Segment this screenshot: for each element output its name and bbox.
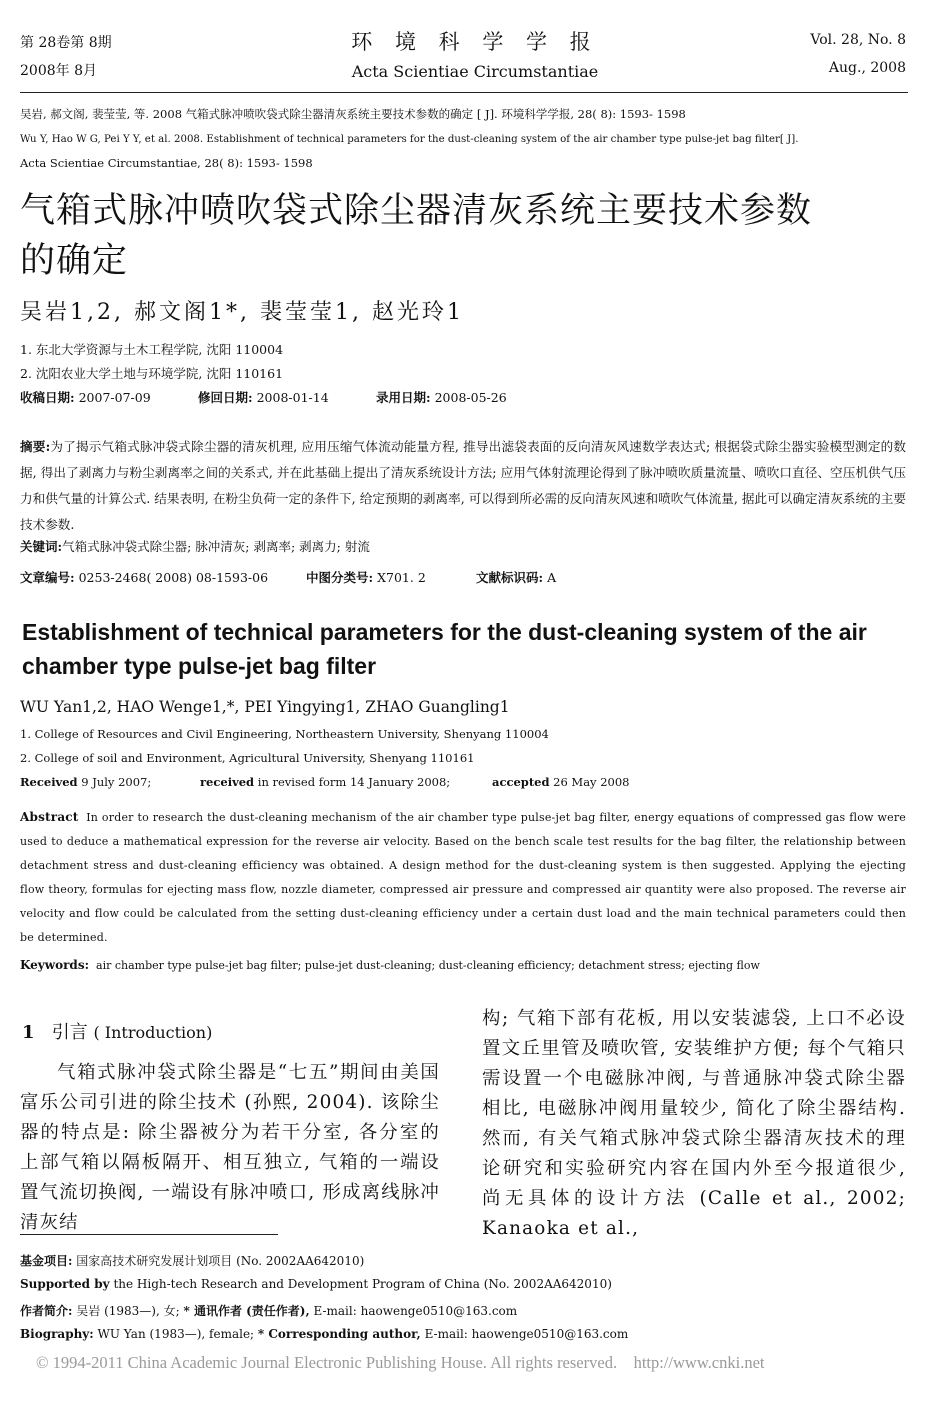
abstract-cn-label: 摘要:	[20, 439, 51, 454]
title-cn-line1: 气箱式脉冲喷吹袋式除尘器清灰系统主要技术参数	[20, 191, 813, 231]
support-label: Supported by	[20, 1277, 110, 1291]
body-right-column: 构; 气箱下部有花板, 用以安装滤袋, 上口不必设置文丘里管及喷吹管, 安装维护方便; 每个气箱只需设置一个电磁脉冲阀, 与普通脉冲袋式除尘器相比, 电磁脉冲阀用量较少, 简化了除尘器结构. 然而, 有关气箱式脉冲袋式除尘器清灰技术的理论研究和实验研究内容在国内外至今报道很少, 尚无具体的设计方法 (Calle et al., 2002; Kanaoka et al.,	[482, 1008, 906, 1239]
bio-en-text: WU Yan (1983—), female;	[97, 1327, 255, 1341]
article-number-label: 文章编号:	[20, 570, 75, 585]
revised-date-cn: 2008-01-14	[256, 390, 329, 405]
keywords-en-text: air chamber type pulse-jet bag filter; pulse-jet dust-cleaning; dust-cleaning efficiency; detachment stress; ejecting flow	[96, 959, 760, 972]
dates-en-received	[20, 774, 151, 791]
authors-en: WU Yan1,2, HAO Wenge1,*, PEI Yingying1, ZHAO Guangling1	[20, 698, 510, 716]
footnote-bio-cn	[20, 1302, 517, 1319]
class-number	[306, 568, 426, 586]
affiliation-cn-2: 2. 沈阳农业大学土地与环境学院, 沈阳 110161	[20, 366, 284, 381]
revised-label-en: received	[200, 775, 255, 789]
title-en-line2: chamber type pulse-jet bag filter	[22, 653, 377, 679]
title-en-line1: Establishment of technical parameters for the dust-cleaning system of the air	[22, 619, 867, 645]
corr-en-text: E-mail: haowenge0510@163.com	[424, 1327, 629, 1341]
class-number-value: X701. 2	[377, 570, 426, 585]
citation-cn: 吴岩, 郝文阁, 裴莹莹, 等. 2008 气箱式脉冲喷吹袋式除尘器清灰系统主要技术参数的确定 [ J]. 环境科学学报, 28( 8): 1593- 1598	[20, 107, 686, 121]
journal-title-cn: 环 境 科 学 学 报	[351, 30, 599, 54]
article-number	[20, 568, 268, 586]
keywords-cn	[20, 537, 370, 555]
keywords-cn-label: 关键词:	[20, 539, 63, 554]
footnote-fund	[20, 1252, 364, 1269]
keywords-en-label: Keywords:	[20, 958, 90, 972]
header-vol-no-en: Vol. 28, No. 8	[810, 32, 906, 48]
title-cn-line2: 的确定	[20, 241, 129, 281]
accepted-label-en: accepted	[492, 775, 550, 789]
abstract-cn	[20, 434, 906, 538]
doc-code-value: A	[547, 570, 557, 585]
corr-cn-label: * 通讯作者 (责任作者),	[183, 1304, 310, 1318]
abstract-en	[20, 805, 906, 950]
doc-code	[476, 568, 556, 586]
authors-cn-text: 吴岩1,2, 郝文阁1*, 裴莹莹1, 赵光玲1	[20, 300, 464, 325]
received-date-en: 9 July 2007;	[81, 775, 152, 789]
section-number: 1	[22, 1022, 35, 1043]
corr-en-label: * Corresponding author,	[257, 1327, 421, 1341]
authors-cn	[20, 295, 464, 326]
citation-en: Wu Y, Hao W G, Pei Y Y, et al. 2008. Establishment of technical parameters for the dust-cleaning system of the air chamber type pulse-jet bag filter[ J].	[20, 134, 799, 145]
abstract-en-text: In order to research the dust-cleaning mechanism of the air chamber type pulse-jet bag filter, energy equations of compressed gas flow were used to deduce a mathematical expression for the reverse air velocity. Based on the bench scale test results for the bag filter, the relationship between detachment stress and dust-cleaning efficiency was obtained. A design method for the dust-cleaning system is then suggested. Applying the ejecting flow theory, formulas for ejecting mass flow, nozzle diameter, compressed air pressure and compressed air quantity were also proposed. The reverse air velocity and flow could be calculated from the setting dust-cleaning efficiency under a certain dust load and the main technical parameters could then be determined.	[20, 811, 906, 944]
revised-date-en: in revised form 14 January 2008;	[257, 775, 451, 789]
dates-cn-accepted	[376, 388, 507, 406]
doc-code-label: 文献标识码:	[476, 570, 544, 585]
bio-cn-label: 作者简介:	[20, 1304, 73, 1318]
article-number-value: 0253-2468( 2008) 08-1593-06	[78, 570, 269, 585]
footnote-bio-en	[20, 1327, 628, 1341]
accepted-date-en: 26 May 2008	[553, 775, 630, 789]
keywords-cn-text: 气箱式脉冲袋式除尘器; 脉冲清灰; 剥离率; 剥离力; 射流	[62, 539, 370, 554]
bio-en-label: Biography:	[20, 1327, 94, 1341]
fund-text: 国家高技术研究发展计划项目 (No. 2002AA642010)	[76, 1254, 365, 1268]
copyright-text: © 1994-2011 China Academic Journal Electronic Publishing House. All rights reserved.	[36, 1353, 618, 1372]
citation-en-cont: Acta Scientiae Circumstantiae, 28( 8): 1593- 1598	[20, 156, 313, 170]
received-label-cn: 收稿日期:	[20, 390, 75, 405]
accepted-date-cn: 2008-05-26	[434, 390, 507, 405]
fund-label: 基金项目:	[20, 1254, 73, 1268]
section-title-cn: 引言	[51, 1022, 88, 1043]
bio-cn-text: 吴岩 (1983—), 女;	[76, 1304, 180, 1318]
header-rule	[20, 92, 908, 93]
dates-en-revised	[200, 774, 450, 791]
class-number-label: 中图分类号:	[306, 570, 374, 585]
accepted-label-cn: 录用日期:	[376, 390, 431, 405]
affiliation-en-1: 1. College of Resources and Civil Engineering, Northeastern University, Shenyang 110004	[20, 727, 549, 741]
affiliation-cn-1: 1. 东北大学资源与土木工程学院, 沈阳 110004	[20, 342, 284, 357]
copyright-url[interactable]: http://www.cnki.net	[633, 1353, 765, 1372]
dates-cn-revised	[198, 388, 329, 406]
dates-cn	[20, 388, 151, 406]
abstract-en-label: Abstract	[20, 810, 79, 824]
received-date-cn: 2007-07-09	[78, 390, 151, 405]
section-heading	[22, 1018, 212, 1044]
header-date: 2008年 8月	[20, 63, 97, 79]
journal-title-en: Acta Scientiae Circumstantiae	[351, 62, 599, 81]
dates-en-accepted	[492, 774, 629, 791]
footnote-support	[20, 1277, 612, 1291]
body-left-column: 气箱式脉冲袋式除尘器是“七五”期间由美国富乐公司引进的除尘技术 (孙熙, 2004). 该除尘器的特点是: 除尘器被分为若干分室, 各分室的上部气箱以隔板隔开、相互独立, 气箱的一端设置气流切换阀, 一端设有脉冲喷口, 形成离线脉冲清灰结	[20, 1062, 440, 1233]
header-volume-issue: 第 28卷第 8期	[20, 35, 112, 51]
abstract-cn-text: 为了揭示气箱式脉冲袋式除尘器的清灰机理, 应用压缩气体流动能量方程, 推导出滤袋表面的反向清灰风速数学表达式; 根据袋式除尘器实验模型测定的数据, 得出了剥离力与粉尘剥离率之间的关系式, 并在此基础上提出了清灰系统设计方法; 应用气体射流理论得到了脉冲喷吹质量流量、喷吹口直径、空压机供气压力和供气量的计算公式. 结果表明, 在粉尘负荷一定的条件下, 给定预期的剥离率, 可以得到所必需的反向清灰风速和喷吹气体流量, 据此可以确定清灰系统的主要技术参数.	[20, 439, 906, 532]
corr-cn-text: E-mail: haowenge0510@163.com	[313, 1304, 518, 1318]
received-label-en: Received	[20, 775, 78, 789]
section-title-en: ( Introduction)	[93, 1023, 213, 1042]
support-text: the High-tech Research and Development Program of China (No. 2002AA642010)	[113, 1277, 612, 1291]
copyright-notice	[36, 1353, 765, 1373]
footnote-rule	[20, 1234, 278, 1235]
header-date-en: Aug., 2008	[828, 60, 906, 76]
revised-label-cn: 修回日期:	[198, 390, 253, 405]
keywords-en	[20, 957, 760, 974]
affiliation-en-2: 2. College of soil and Environment, Agricultural University, Shenyang 110161	[20, 751, 475, 765]
